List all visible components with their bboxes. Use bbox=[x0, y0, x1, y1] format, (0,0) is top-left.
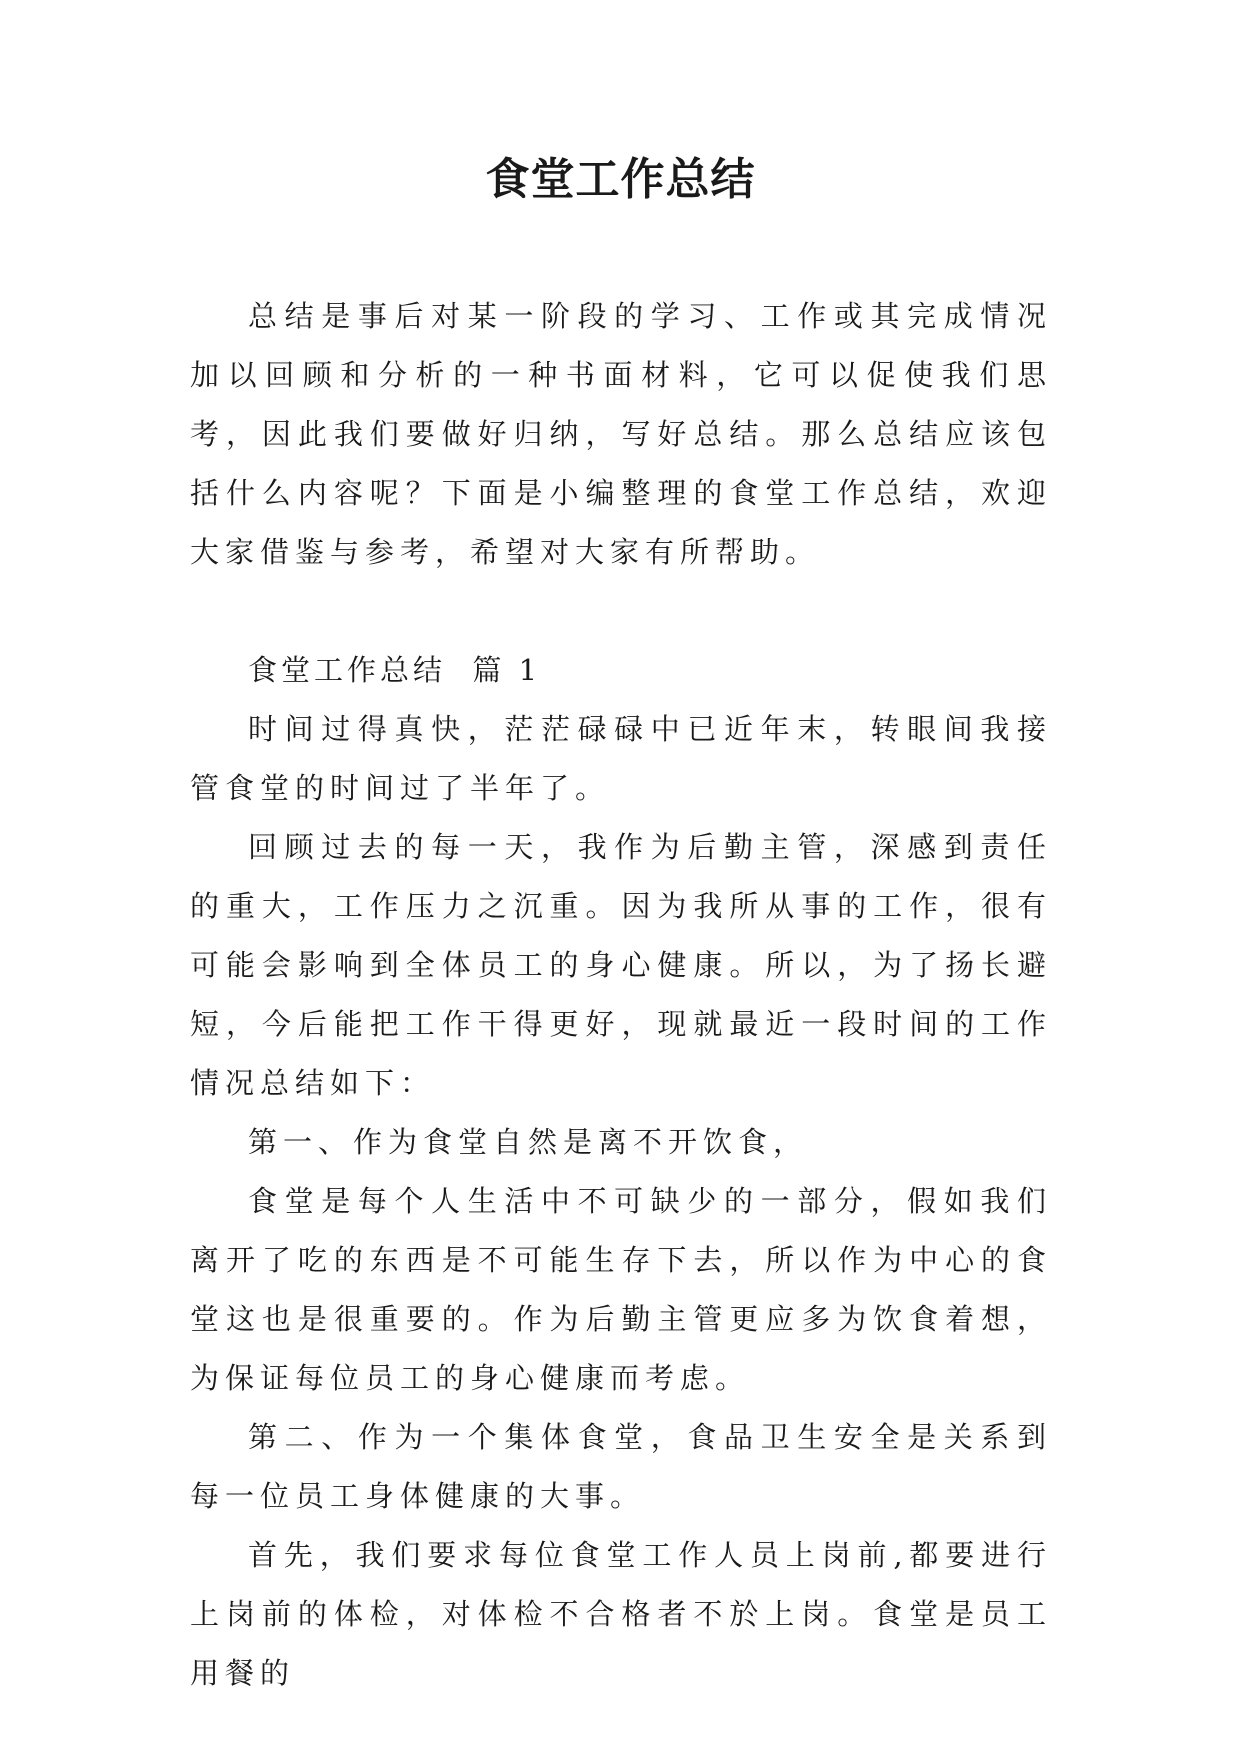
body-paragraph: 第一、作为食堂自然是离不开饮食， bbox=[248, 1125, 809, 1159]
body-paragraph: 第二、作为一个集体食堂，食品卫生安全是关系到每一位员工身体健康的大事。 bbox=[190, 1420, 1052, 1513]
section-heading: 食堂工作总结 篇 1 bbox=[248, 653, 542, 687]
blank-line bbox=[190, 582, 1052, 641]
body-paragraph: 回顾过去的每一天，我作为后勤主管，深感到责任的重大，工作压力之沉重。因为我所从事的工作，很有可能会影响到全体员工的身心健康。所以，为了扬长避短，今后能把工作干得更好，现就最近一段时间的工作情况总结如下： bbox=[190, 830, 1052, 1100]
body-paragraph: 时间过得真快，茫茫碌碌中已近年末，转眼间我接管食堂的时间过了半年了。 bbox=[190, 712, 1052, 805]
body-paragraph: 食堂是每个人生活中不可缺少的一部分，假如我们离开了吃的东西是不可能生存下去，所以作为中心的食堂这也是很重要的。作为后勤主管更应多为饮食着想，为保证每位员工的身心健康而考虑。 bbox=[190, 1184, 1052, 1395]
document-body bbox=[190, 287, 1052, 1703]
body-paragraph: 首先，我们要求每位食堂工作人员上岗前,都要进行上岗前的体检，对体检不合格者不於上岗。食堂是员工用餐的 bbox=[190, 1538, 1052, 1690]
document-title: 食堂工作总结 bbox=[485, 154, 756, 205]
intro-paragraph: 总结是事后对某一阶段的学习、工作或其完成情况加以回顾和分析的一种书面材料，它可以促使我们思考，因此我们要做好归纳，写好总结。那么总结应该包括什么内容呢？下面是小编整理的食堂工作总结，欢迎大家借鉴与参考，希望对大家有所帮助。 bbox=[190, 299, 1052, 569]
